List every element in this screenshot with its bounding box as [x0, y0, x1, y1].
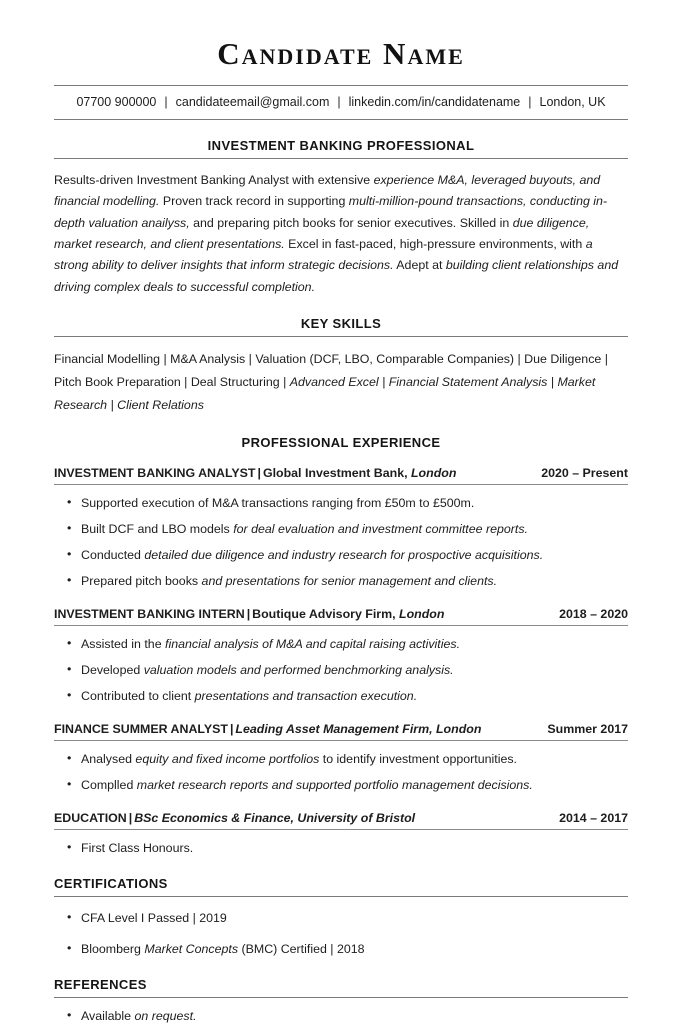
text-run: (BMC) Certified | 2018 — [241, 941, 365, 956]
job-date: Summer 2017 — [547, 721, 628, 736]
text-run: Advanced Excel | Financial Statement Analysis | Market Research | Client Relations — [54, 374, 596, 412]
list-item — [71, 521, 628, 539]
pipe-separator: | — [229, 721, 234, 736]
list-item — [71, 910, 628, 928]
text-run: equity and fixed income portfolios — [135, 751, 323, 766]
experience-entry — [54, 466, 628, 591]
text-run: due diligence, market research, and client presentations. — [54, 215, 590, 251]
list-item — [71, 636, 628, 654]
text-run: Boutique Advisory Firm, — [252, 606, 396, 621]
list-item — [71, 688, 628, 706]
text-run: BSc Economics & Finance, University of Bristol — [134, 810, 416, 825]
skills-list — [54, 348, 628, 417]
entry-title — [54, 811, 415, 825]
text-run: experience M&A, leveraged buyouts, and financial modelling. — [54, 173, 601, 209]
entry-header — [54, 811, 628, 830]
divider — [54, 997, 628, 998]
section-references — [54, 977, 628, 1026]
text-run: financial analysis of M&A and capital raising activities. — [165, 636, 461, 651]
contact-item: London, UK — [539, 95, 606, 109]
separator: | — [528, 95, 532, 109]
text-run: Supported execution of M&A transactions ranging from £50m to £500m. — [81, 495, 475, 510]
text-run: building client relationships and driving complex deals to successful completion. — [54, 258, 619, 294]
text-run: Bloomberg — [81, 941, 145, 956]
list-item — [71, 573, 628, 591]
text-run: Proven track record in supporting — [159, 194, 349, 209]
bullet-list — [54, 636, 628, 706]
experience-entries — [54, 466, 628, 795]
bullet-list — [54, 1008, 628, 1026]
section-certifications — [54, 876, 628, 959]
section-experience — [54, 435, 628, 795]
job-title: INVESTMENT BANKING INTERN — [54, 606, 245, 621]
entry-title — [54, 466, 456, 480]
text-run: to identify investment opportunities. — [322, 751, 517, 766]
text-run: Developed — [81, 662, 144, 677]
job-company — [134, 811, 415, 825]
text-run: Complled — [81, 777, 137, 792]
contact-item: linkedin.com/in/candidatename — [348, 95, 521, 109]
divider — [54, 119, 628, 120]
entry-header — [54, 466, 628, 485]
contact-item: candidateemail@gmail.com — [175, 95, 330, 109]
experience-entry — [54, 811, 628, 858]
job-date: 2020 – Present — [541, 465, 628, 480]
section-heading-key-skills: KEY SKILLS — [300, 315, 382, 331]
text-run: Leading Asset Management Firm, London — [235, 721, 482, 736]
section-heading-certifications: CERTIFICATIONS — [54, 875, 168, 891]
text-run: Results-driven Investment Banking Analyst with extensive — [54, 173, 374, 187]
text-run: presentations and transaction execution. — [194, 688, 418, 703]
divider — [54, 158, 628, 159]
summary-paragraph — [54, 170, 628, 298]
list-item — [71, 662, 628, 680]
text-run: London — [407, 465, 457, 480]
list-item — [71, 1008, 628, 1026]
list-item — [71, 495, 628, 513]
list-item — [71, 547, 628, 565]
text-run: First Class Honours. — [81, 840, 194, 855]
list-item — [71, 751, 628, 769]
pipe-separator: | — [128, 810, 133, 825]
pipe-separator: | — [246, 606, 251, 621]
entry-title — [54, 722, 481, 736]
text-run: Market Concepts — [144, 941, 242, 956]
text-run: Contributed to client — [81, 688, 195, 703]
section-heading-summary: INVESTMENT BANKING PROFESSIONAL — [207, 138, 475, 153]
section-summary — [54, 138, 628, 298]
separator: | — [337, 95, 341, 109]
section-heading-references: REFERENCES — [54, 976, 147, 992]
job-company — [235, 722, 481, 736]
separator: | — [164, 95, 168, 109]
text-run: multi-million-pound transactions, conducting in-depth valuation anailyss, — [54, 194, 608, 230]
text-run: detailed due diligence and industry research for prospoctive acquisitions. — [144, 547, 544, 562]
section-key-skills — [54, 316, 628, 417]
text-run: Prepared pitch books — [81, 573, 202, 588]
contact-item: 07700 900000 — [76, 95, 157, 109]
text-run: on request. — [134, 1008, 197, 1023]
section-heading-experience: PROFESSIONAL EXPERIENCE — [241, 434, 441, 450]
section-education — [54, 811, 628, 858]
bullet-list — [54, 495, 628, 591]
entry-header — [54, 722, 628, 741]
experience-entry — [54, 607, 628, 706]
job-title: FINANCE SUMMER ANALYST — [54, 721, 228, 736]
job-company — [263, 466, 456, 480]
text-run: Adept at — [393, 258, 446, 273]
text-run: Available — [81, 1008, 135, 1023]
text-run: Analysed — [81, 751, 136, 766]
bullet-list — [54, 910, 628, 959]
text-run: Global Investment Bank, — [262, 465, 408, 480]
text-run: and presentations for senior management and clients. — [201, 573, 498, 588]
entry-title — [54, 607, 444, 621]
text-run: valuation models and performed benchmorking analysis. — [143, 662, 454, 677]
text-run: Conducted — [81, 547, 145, 562]
text-run: Assisted in the — [81, 636, 166, 651]
list-item — [71, 941, 628, 959]
job-date: 2014 – 2017 — [559, 810, 628, 825]
entry-header — [54, 607, 628, 626]
contact-line — [54, 86, 628, 119]
divider — [54, 336, 628, 337]
text-run: for deal evaluation and investment committee reports. — [233, 521, 528, 536]
page-title: Candidate Name — [217, 36, 465, 71]
text-run: and preparing pitch books for senior executives. Skilled in — [189, 215, 513, 230]
text-run: a strong ability to deliver insights that inform strategic decisions. — [54, 236, 593, 273]
text-run: Financial Modelling | M&A Analysis | Valuation (DCF, LBO, Comparable Companies) | Due Diligence | Pitch Book Preparation | Deal Structuring | — [54, 351, 608, 389]
list-item — [71, 840, 628, 858]
divider — [54, 896, 628, 897]
experience-entry — [54, 722, 628, 795]
text-run: market research reports and supported portfolio management decisions. — [136, 777, 533, 792]
job-title: EDUCATION — [54, 810, 127, 825]
pipe-separator: | — [257, 465, 261, 480]
text-run: CFA Level I Passed | 2019 — [81, 910, 227, 925]
text-run: Excel in fast-paced, high-pressure environments, with — [284, 236, 586, 251]
text-run: London — [395, 606, 445, 621]
list-item — [71, 777, 628, 795]
job-date: 2018 – 2020 — [559, 606, 628, 621]
job-company — [252, 607, 444, 621]
references-list — [54, 1008, 628, 1026]
bullet-list — [54, 840, 628, 858]
certifications-list — [54, 910, 628, 959]
job-title: INVESTMENT BANKING ANALYST — [54, 465, 256, 480]
text-run: Built DCF and LBO models — [81, 521, 234, 536]
bullet-list — [54, 751, 628, 795]
